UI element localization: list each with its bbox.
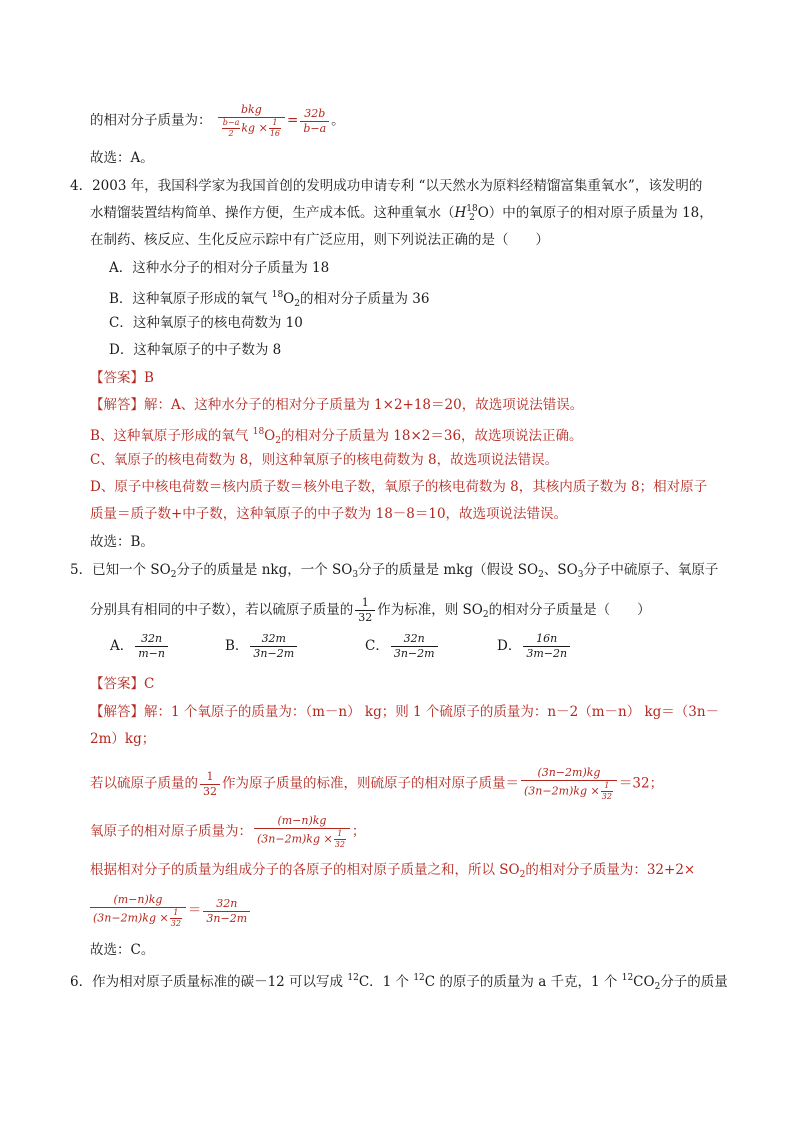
q5-option-d: D． $\frac{16n}{3m-2n}$: [497, 632, 572, 661]
q5-option-b: B． $\frac{32m}{3n-2m}$: [225, 632, 299, 661]
q4-explanation-1: 【解答】解：A、这种水分子的相对分子质量为 1×2+18＝20，故选项说法错误。: [90, 397, 584, 413]
q5-stem-line2: 分别具有相同的中子数），若以硫原子质量的 $\frac{1}{32}$ 作为标准，则 $SO_2$的相对分子质量是（ ）: [90, 596, 651, 624]
q5-explanation-5: 根据相对分子的质量为组成分子的各原子的相对原子质量之和，所以 $SO_2$的相对分子质量为：32+2×: [90, 862, 696, 880]
q4-option-d: D．这种氧原子的中子数为 8: [109, 342, 282, 358]
q5-stem-line1: 5．已知一个 $SO_2$分子的质量是 nkg，一个 $SO_3$分子的质量是 mkg（假设 $SO_2$、$SO_3$分子中硫原子、氧原子: [70, 562, 719, 580]
q6-stem-line1: 6．作为相对原子质量标准的碳－12 可以写成 $^{12}$C．1 个 $^{12}$C 的原子的质量为 a 千克，1 个 $^{12}CO_2$分子的质量: [70, 973, 728, 992]
q5-answer: 【答案】C: [90, 676, 155, 692]
q5-explanation-4: 氧原子的相对原子质量为： (m−n)kg (3n−2m)kg × $\frac{1}{32}$ ；: [90, 814, 366, 849]
q4-option-c: C．这种氧原子的核电荷数为 10: [109, 315, 303, 331]
q4-answer: 【答案】B: [90, 370, 154, 386]
q4-explanation-3: C、氧原子的核电荷数为 8，则这种氧原子的核电荷数为 8，故选项说法错误。: [90, 452, 559, 468]
q4-stem-line1: 4．2003 年，我国科学家为我国首创的发明成功申请专利 “以天然水为原料经精馏富集重氧水”，该发明的: [70, 178, 703, 194]
q4-option-a: A．这种水分子的相对分子质量为 18: [109, 260, 330, 276]
q3-frac: bkg $\frac{b-a}{2}$ kg × $\frac{1}{16}$: [218, 103, 285, 139]
q3-result-frac: $\frac{32b}{b-a}$: [300, 107, 329, 136]
q3-formula-prefix: 的相对分子质量为：: [90, 112, 212, 129]
q5-choice: 故选：C。: [90, 942, 155, 958]
q4-option-b: B．这种氧原子形成的氧气 $^{18}O_2$的相对分子质量为 36: [109, 290, 430, 309]
q5-explanation-3: 若以硫原子质量的 $\frac{1}{32}$ 作为原子质量的标准，则硫原子的相对原子质量＝ (3n−2m)kg (3n−2m)kg × $\frac{1}{32}$ ＝32；: [90, 766, 664, 801]
q5-option-c: C． $\frac{32n}{3n-2m}$: [365, 632, 440, 661]
q5-explanation-6: (m−n)kg (3n−2m)kg × $\frac{1}{32}$ ＝ $\frac{32n}{3n-2m}$: [88, 893, 252, 929]
q5-explanation-1: 【解答】解：1 个氧原子的质量为：（m－n） kg；则 1 个硫原子的质量为：n－2（m－n） kg＝（3n－: [90, 704, 720, 720]
q4-explanation-5: 质量＝质子数+中子数，这种氧原子的中子数为 18－8＝10，故选项说法错误。: [90, 506, 568, 522]
q3-choice: 故选：A。: [90, 150, 154, 166]
q4-stem-line3: 在制药、核反应、生化反应示踪中有广泛应用，则下列说法正确的是（ ）: [90, 232, 549, 248]
q5-option-a: A． $\frac{32n}{m-n}$: [110, 632, 170, 661]
q4-stem-line2: 水精馏装置结构简单、操作方便，生产成本低。这种重氧水（H 18 2 O）中的氧原子的相对原子质量为 18，: [90, 203, 713, 223]
q4-explanation-4: D、原子中核电荷数＝核内质子数＝核外电子数，氧原子的核电荷数为 8，其核内质子数为 8；相对原子: [90, 479, 708, 495]
q4-choice: 故选：B。: [90, 534, 154, 550]
q4-explanation-2: B、这种氧原子形成的氧气 $^{18}O_2$的相对分子质量为 18×2＝36，故选项说法正确。: [90, 427, 583, 446]
q3-formula-line: 的相对分子质量为： bkg $\frac{b-a}{2}$ kg × $\frac{1}{16}$ = $\frac{32b}{b-a}$ 。: [90, 103, 345, 138]
q5-explanation-2: 2m）kg；: [90, 731, 156, 747]
